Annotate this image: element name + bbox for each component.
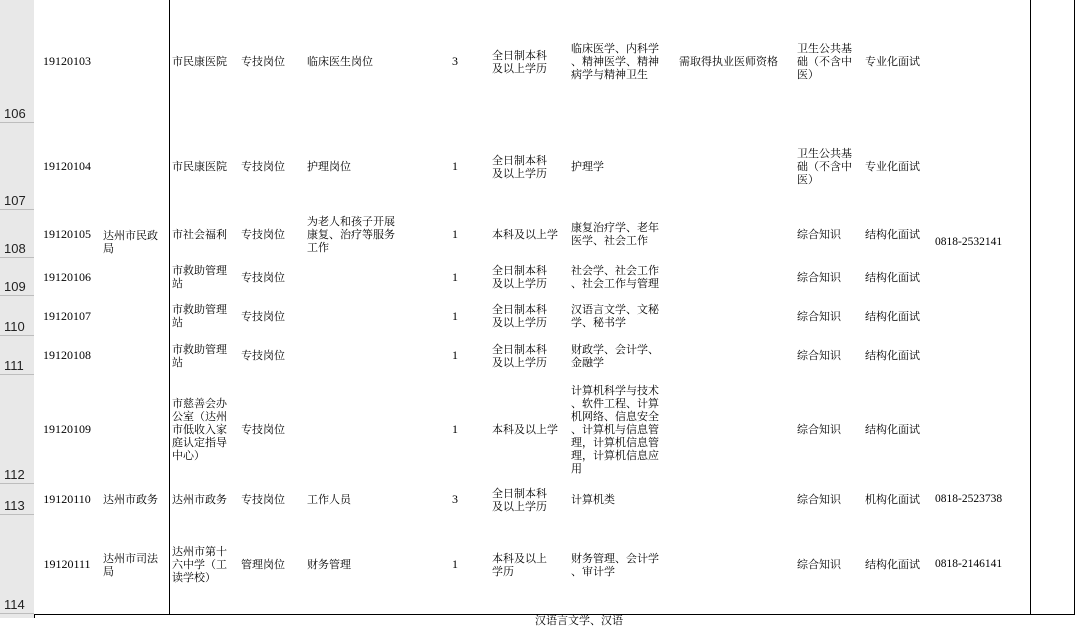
interview-type-cell[interactable]: 结构化面试 [862, 336, 933, 376]
major-cell[interactable]: 计算机科学与技术 、软件工程、计算 机网络、信息安全 、计算机与信息管 理，计算机信息管 理，计算机信息应 用 [568, 375, 677, 485]
education-cell[interactable]: 全日制本科 及以上学历 [489, 123, 569, 211]
major-cell[interactable]: 康复治疗学、老年 医学、社会工作 [568, 210, 677, 259]
empty-cell[interactable] [1030, 484, 1075, 516]
category-cell[interactable]: 管理岗位 [238, 515, 305, 615]
headcount-cell[interactable]: 3 [421, 0, 490, 124]
employer-cell[interactable]: 市救助管理 站 [169, 336, 239, 376]
empty-cell[interactable] [1030, 336, 1075, 376]
interview-type-cell[interactable]: 结构化面试 [862, 515, 933, 615]
employer-cell[interactable]: 达州市政务 [169, 484, 239, 516]
category-cell[interactable]: 专技岗位 [238, 296, 305, 337]
position-code-cell[interactable]: 19120104 [34, 123, 101, 211]
headcount-cell[interactable]: 1 [421, 336, 490, 376]
position-name-cell[interactable] [304, 375, 422, 485]
education-cell[interactable]: 全日制本科 及以上学历 [489, 336, 569, 376]
headcount-cell[interactable]: 3 [421, 484, 490, 516]
exam-subject-cell[interactable]: 综合知识 [794, 484, 863, 516]
headcount-cell[interactable]: 1 [421, 296, 490, 337]
employer-cell[interactable]: 达州市第十 六中学（工 读学校） [169, 515, 239, 615]
exam-subject-cell[interactable]: 综合知识 [794, 210, 863, 259]
position-name-cell[interactable] [304, 336, 422, 376]
contact-phone-cell[interactable]: 0818-2523738 [932, 484, 1031, 516]
empty-cell[interactable] [1030, 515, 1075, 615]
row-header-column [0, 0, 35, 618]
position-name-cell[interactable]: 护理岗位 [304, 123, 422, 211]
employer-cell[interactable]: 市民康医院 [169, 0, 239, 124]
employer-cell[interactable]: 市救助管理 站 [169, 258, 239, 297]
empty-cell[interactable] [1030, 296, 1075, 337]
row-number[interactable]: 109 [0, 258, 34, 296]
other-requirement-cell[interactable] [676, 123, 795, 211]
position-name-cell[interactable] [304, 258, 422, 297]
headcount-cell[interactable]: 1 [421, 375, 490, 485]
row-number[interactable]: 108 [0, 210, 34, 258]
position-name-cell[interactable]: 工作人员 [304, 484, 422, 516]
exam-subject-cell[interactable]: 综合知识 [794, 515, 863, 615]
employer-cell[interactable]: 市社会福利 [169, 210, 239, 259]
department-cell[interactable]: 达州市司法 局 [100, 515, 170, 615]
row-number[interactable]: 114 [0, 515, 34, 614]
major-cell[interactable]: 汉语言文学、文秘 学、秘书学 [568, 296, 677, 337]
position-code-cell[interactable]: 19120109 [34, 375, 101, 485]
other-requirement-cell[interactable] [676, 258, 795, 297]
other-requirement-cell[interactable] [676, 210, 795, 259]
empty-cell[interactable] [1030, 210, 1075, 259]
exam-subject-cell[interactable]: 综合知识 [794, 336, 863, 376]
contact-phone-cell[interactable]: 0818-2146141 [932, 515, 1031, 615]
category-cell[interactable]: 专技岗位 [238, 336, 305, 376]
category-cell[interactable]: 专技岗位 [238, 484, 305, 516]
major-cell[interactable]: 护理学 [568, 123, 677, 211]
other-requirement-cell[interactable]: 需取得执业医师资格 [676, 0, 795, 124]
major-cell[interactable]: 临床医学、内科学 、精神医学、精神 病学与精神卫生 [568, 0, 677, 124]
category-cell[interactable]: 专技岗位 [238, 210, 305, 259]
other-requirement-cell[interactable] [676, 484, 795, 516]
interview-type-cell[interactable]: 专业化面试 [862, 0, 933, 124]
education-cell[interactable]: 全日制本科 及以上学历 [489, 296, 569, 337]
position-code-cell[interactable]: 19120106 [34, 258, 101, 297]
exam-subject-cell[interactable]: 综合知识 [794, 296, 863, 337]
department-cell[interactable]: 达州市民政 局 [100, 0, 170, 485]
interview-type-cell[interactable]: 结构化面试 [862, 258, 933, 297]
position-code-cell[interactable]: 19120105 [34, 210, 101, 259]
major-cell[interactable]: 财务管理、会计学 、审计学 [568, 515, 677, 615]
education-cell[interactable]: 全日制本科 及以上学历 [489, 0, 569, 124]
position-name-cell[interactable]: 临床医生岗位 [304, 0, 422, 124]
row-number[interactable]: 106 [0, 0, 34, 123]
row-number[interactable]: 110 [0, 296, 34, 336]
headcount-cell[interactable]: 1 [421, 210, 490, 259]
department-cell[interactable]: 达州市政务 [100, 484, 170, 516]
category-cell[interactable]: 专技岗位 [238, 0, 305, 124]
other-requirement-cell[interactable] [676, 375, 795, 485]
education-cell[interactable]: 全日制本科 及以上学历 [489, 484, 569, 516]
exam-subject-cell[interactable]: 卫生公共基 础（不含中 医） [794, 0, 863, 124]
row-number[interactable]: 112 [0, 375, 34, 484]
position-code-cell[interactable]: 19120108 [34, 336, 101, 376]
position-name-cell[interactable]: 财务管理 [304, 515, 422, 615]
position-code-cell[interactable]: 19120103 [34, 0, 101, 124]
row-number[interactable]: 111 [0, 336, 34, 375]
education-cell[interactable]: 本科及以上学 [489, 375, 569, 485]
education-cell[interactable]: 全日制本科 及以上学历 [489, 258, 569, 297]
empty-cell[interactable] [1030, 123, 1075, 211]
employer-cell[interactable]: 市慈善会办 公室（达州 市低收入家 庭认定指导 中心） [169, 375, 239, 485]
interview-type-cell[interactable]: 结构化面试 [862, 375, 933, 485]
interview-type-cell[interactable]: 结构化面试 [862, 210, 933, 259]
major-cell[interactable]: 社会学、社会工作 、社会工作与管理 [568, 258, 677, 297]
employer-cell[interactable]: 市救助管理 站 [169, 296, 239, 337]
exam-subject-cell[interactable]: 卫生公共基 础（不含中 医） [794, 123, 863, 211]
category-cell[interactable]: 专技岗位 [238, 258, 305, 297]
position-code-cell[interactable]: 19120107 [34, 296, 101, 337]
position-name-cell[interactable] [304, 296, 422, 337]
interview-type-cell[interactable]: 专业化面试 [862, 123, 933, 211]
empty-cell[interactable] [1030, 375, 1075, 485]
contact-phone-cell[interactable]: 0818-2532141 [932, 0, 1031, 485]
category-cell[interactable]: 专技岗位 [238, 123, 305, 211]
other-requirement-cell[interactable] [676, 515, 795, 615]
position-name-cell[interactable]: 为老人和孩子开展 康复、治疗等服务 工作 [304, 210, 422, 259]
other-requirement-cell[interactable] [676, 336, 795, 376]
exam-subject-cell[interactable]: 综合知识 [794, 375, 863, 485]
category-cell[interactable]: 专技岗位 [238, 375, 305, 485]
position-code-cell[interactable]: 19120111 [34, 515, 101, 615]
interview-type-cell[interactable]: 结构化面试 [862, 296, 933, 337]
employer-cell[interactable]: 市民康医院 [169, 123, 239, 211]
other-requirement-cell[interactable] [676, 296, 795, 337]
empty-cell[interactable] [1030, 258, 1075, 297]
education-cell[interactable]: 本科及以上学 [489, 210, 569, 259]
major-cell[interactable]: 财政学、会计学、 金融学 [568, 336, 677, 376]
row-number[interactable]: 113 [0, 484, 34, 515]
headcount-cell[interactable]: 1 [421, 258, 490, 297]
interview-type-cell[interactable]: 机构化面试 [862, 484, 933, 516]
education-cell[interactable]: 本科及以上 学历 [489, 515, 569, 615]
headcount-cell[interactable]: 1 [421, 515, 490, 615]
headcount-cell[interactable]: 1 [421, 123, 490, 211]
exam-subject-cell[interactable]: 综合知识 [794, 258, 863, 297]
position-code-cell[interactable]: 19120110 [34, 484, 101, 516]
partial-cell-text: 汉语言文学、汉语 [535, 614, 623, 627]
major-cell[interactable]: 计算机类 [568, 484, 677, 516]
row-number[interactable]: 107 [0, 123, 34, 210]
empty-cell[interactable] [1030, 0, 1075, 124]
